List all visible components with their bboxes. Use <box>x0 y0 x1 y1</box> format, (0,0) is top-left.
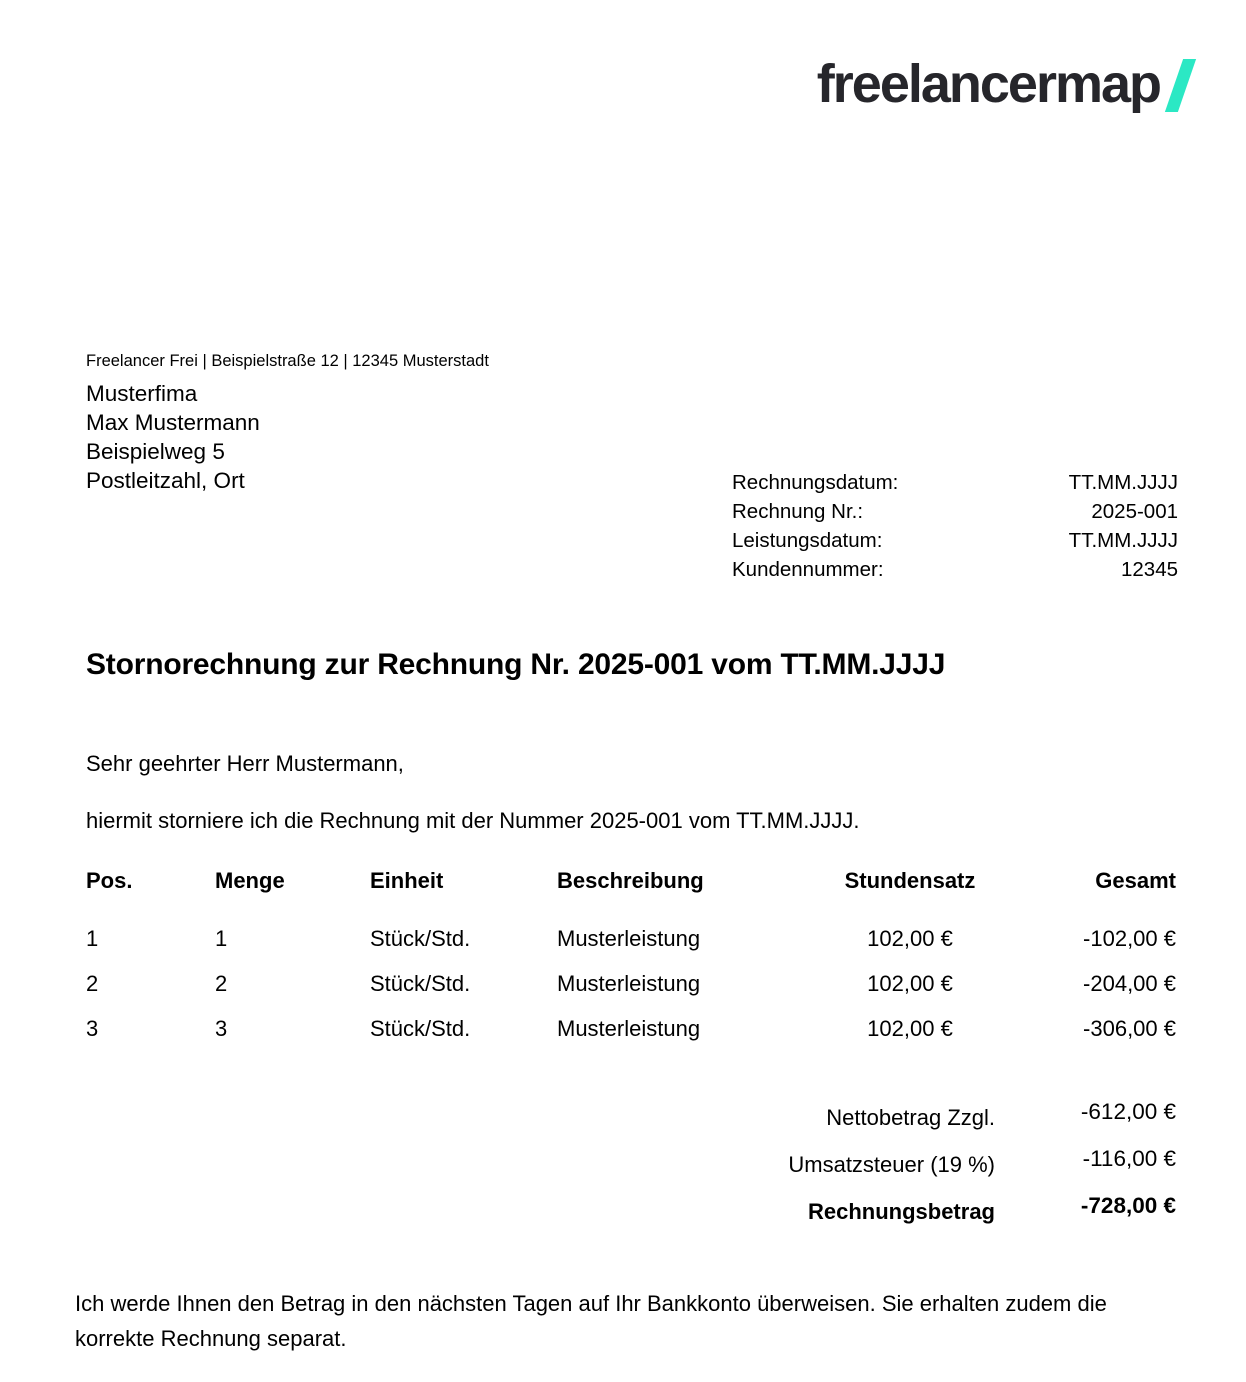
totals-label: Rechnungsbetrag <box>807 1199 995 1224</box>
meta-row-service-date <box>732 526 1178 555</box>
totals-value: -612,00 € <box>1080 1099 1176 1124</box>
meta-value: TT.MM.JJJJ <box>1068 471 1178 494</box>
invoice-meta <box>732 468 1178 584</box>
table-cell-einheit: Stück/Std. <box>370 1016 471 1041</box>
table-cell-einheit: Stück/Std. <box>370 926 471 951</box>
table-cell-menge: 3 <box>215 1016 228 1041</box>
totals-value: -728,00 € <box>1080 1193 1176 1218</box>
table-cell-gesamt: -306,00 € <box>1083 1016 1176 1041</box>
line-items-table <box>86 868 1176 1061</box>
table-cell-gesamt: -204,00 € <box>1083 971 1176 996</box>
totals-value: -116,00 € <box>1082 1146 1176 1171</box>
table-cell-pos: 2 <box>86 971 99 996</box>
column-header-beschreibung: Beschreibung <box>557 868 704 893</box>
meta-value: 2025-001 <box>1091 500 1178 523</box>
meta-row-customer-number <box>732 555 1178 584</box>
closing-paragraph: Ich werde Ihnen den Betrag in den nächsten Tagen auf Ihr Bankkonto überweisen. Sie erhalten zudem die korrekte Rechnung separat. <box>75 1291 1107 1351</box>
column-header-einheit: Einheit <box>370 868 444 893</box>
totals-label: Umsatzsteuer (19 %) <box>788 1152 995 1177</box>
column-header-menge: Menge <box>215 868 285 893</box>
table-cell-stundensatz: 102,00 € <box>867 926 953 951</box>
table-cell-beschreibung: Musterleistung <box>557 971 701 996</box>
greeting: Sehr geehrter Herr Mustermann, <box>86 751 404 776</box>
table-cell-beschreibung: Musterleistung <box>557 1016 701 1041</box>
meta-label: Kundennummer: <box>732 558 884 581</box>
logo-slash-icon <box>1165 59 1196 112</box>
document-title: Stornorechnung zur Rechnung Nr. 2025-001 vom TT.MM.JJJJ <box>86 648 946 681</box>
meta-row-invoice-number <box>732 497 1178 526</box>
totals-row-grand-total <box>676 1193 1176 1226</box>
recipient-address <box>86 379 260 495</box>
table-cell-pos: 3 <box>86 1016 99 1041</box>
column-header-gesamt: Gesamt <box>1095 868 1176 893</box>
column-header-stundensatz: Stundensatz <box>844 868 976 893</box>
table-cell-menge: 2 <box>215 971 228 996</box>
recipient-name: Max Mustermann <box>86 410 260 435</box>
table-cell-pos: 1 <box>86 926 99 951</box>
meta-label: Rechnung Nr.: <box>732 500 864 523</box>
totals-label: Nettobetrag Zzgl. <box>826 1105 995 1130</box>
table-cell-gesamt: -102,00 € <box>1083 926 1176 951</box>
column-header-pos: Pos. <box>86 868 133 893</box>
meta-value: TT.MM.JJJJ <box>1068 529 1178 552</box>
logo-text: freelancermap <box>816 54 1160 114</box>
totals-row-vat <box>676 1146 1176 1179</box>
logo <box>817 54 1187 114</box>
table-cell-menge: 1 <box>215 926 228 951</box>
totals-row-net <box>676 1099 1176 1132</box>
table-cell-stundensatz: 102,00 € <box>867 971 953 996</box>
recipient-city: Postleitzahl, Ort <box>86 468 245 493</box>
recipient-street: Beispielweg 5 <box>86 439 225 464</box>
meta-label: Rechnungsdatum: <box>732 471 899 494</box>
table-cell-einheit: Stück/Std. <box>370 971 471 996</box>
totals-section <box>676 1099 1176 1245</box>
sender-line: Freelancer Frei | Beispielstraße 12 | 12345 Musterstadt <box>86 352 489 370</box>
meta-row-invoice-date <box>732 468 1178 497</box>
intro-paragraph: hiermit storniere ich die Rechnung mit der Nummer 2025-001 vom TT.MM.JJJJ. <box>86 808 860 833</box>
recipient-company: Musterfima <box>86 381 198 406</box>
table-cell-stundensatz: 102,00 € <box>867 1016 953 1041</box>
table-cell-beschreibung: Musterleistung <box>557 926 701 951</box>
meta-label: Leistungsdatum: <box>732 529 883 552</box>
meta-value: 12345 <box>1120 558 1178 581</box>
